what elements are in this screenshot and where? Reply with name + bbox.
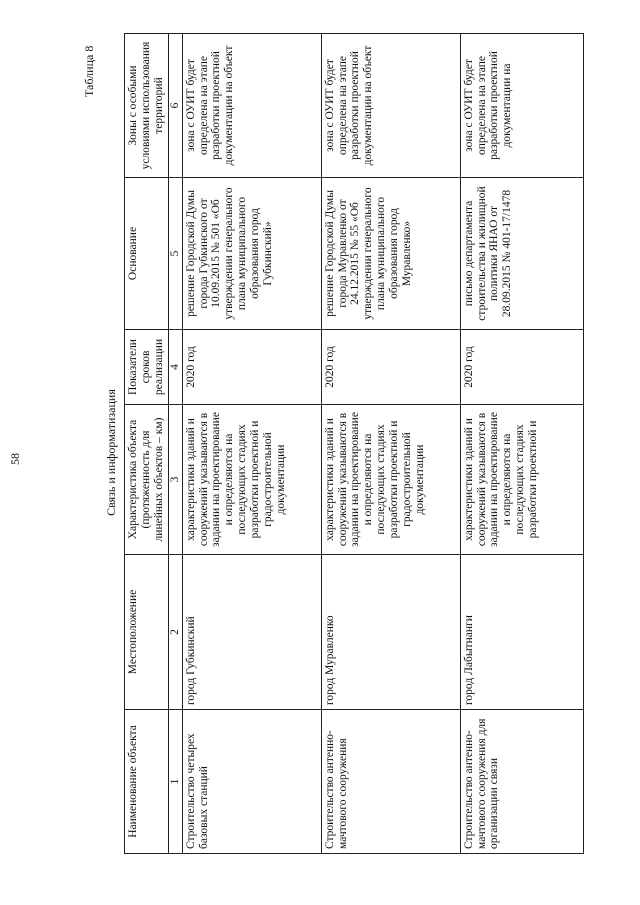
cell-basis: письмо департамента строительства и жилищной политики ЯНАО от 28.09.2015 № 401-17/1478 <box>460 178 583 330</box>
cell-zones: зона с ОУИТ будет определена на этапе разработки проектной документации на <box>460 34 583 178</box>
cell-term: 2020 год <box>321 330 460 405</box>
cell-location: город Лабытнанги <box>460 555 583 710</box>
cell-characteristic: характеристики зданий и сооружений указываются в задании на проектирование и определяются на последующих стадиях разработки проектной и градостроительной документации <box>321 405 460 555</box>
table-row <box>182 34 321 854</box>
cell-location: город Муравленко <box>321 555 460 710</box>
cell-characteristic: характеристики зданий и сооружений указываются в задании на проектирование и определяются на последующих стадиях разработки проектной и градостроительной документации <box>182 405 321 555</box>
header-characteristic: Характеристика объекта (протяженность для линейных объектов – км) <box>125 405 169 555</box>
cell-term: 2020 год <box>182 330 321 405</box>
column-number: 5 <box>168 178 182 330</box>
cell-object-name: Строительство антенно-мачтового сооружения для организации связи <box>460 710 583 854</box>
section-title: Связь и информатизация <box>104 389 118 516</box>
cell-basis: решение Городской Думы города Губкинского от 10.09.2015 № 501 «Об утверждении генерального плана муниципального образования город Губкинский» <box>182 178 321 330</box>
table-header-row <box>125 34 169 854</box>
table-row <box>460 34 583 854</box>
column-number: 6 <box>168 34 182 178</box>
header-basis: Основание <box>125 178 169 330</box>
objects-table <box>124 33 584 854</box>
cell-zones: зона с ОУИТ будет определена на этапе разработки проектной документации на объект <box>321 34 460 178</box>
cell-basis: решение Городской Думы города Муравленко от 24.12.2015 № 55 «Об утверждении генерального плана муниципального образования город Муравленко» <box>321 178 460 330</box>
column-number-row <box>168 34 182 854</box>
cell-term: 2020 год <box>460 330 583 405</box>
column-number: 4 <box>168 330 182 405</box>
column-number: 1 <box>168 710 182 854</box>
cell-object-name: Строительство четырех базовых станций <box>182 710 321 854</box>
cell-location: город Губкинский <box>182 555 321 710</box>
page-number: 58 <box>8 453 22 465</box>
cell-zones: зона с ОУИТ будет определена на этапе разработки проектной документации на объект <box>182 34 321 178</box>
table-row <box>321 34 460 854</box>
header-object-name: Наименование объекта <box>125 710 169 854</box>
header-zones: Зоны с особыми условиями использования территорий <box>125 34 169 178</box>
column-number: 2 <box>168 555 182 710</box>
header-term: Показатели сроков реализации <box>125 330 169 405</box>
cell-characteristic: характеристики зданий и сооружений указываются в задании на проектирование и определяются на последующих стадиях разработки проектной и <box>460 405 583 555</box>
table-caption: Таблица 8 <box>82 45 96 97</box>
cell-object-name: Строительство антенно-мачтового сооружения <box>321 710 460 854</box>
header-location: Местоположение <box>125 555 169 710</box>
column-number: 3 <box>168 405 182 555</box>
